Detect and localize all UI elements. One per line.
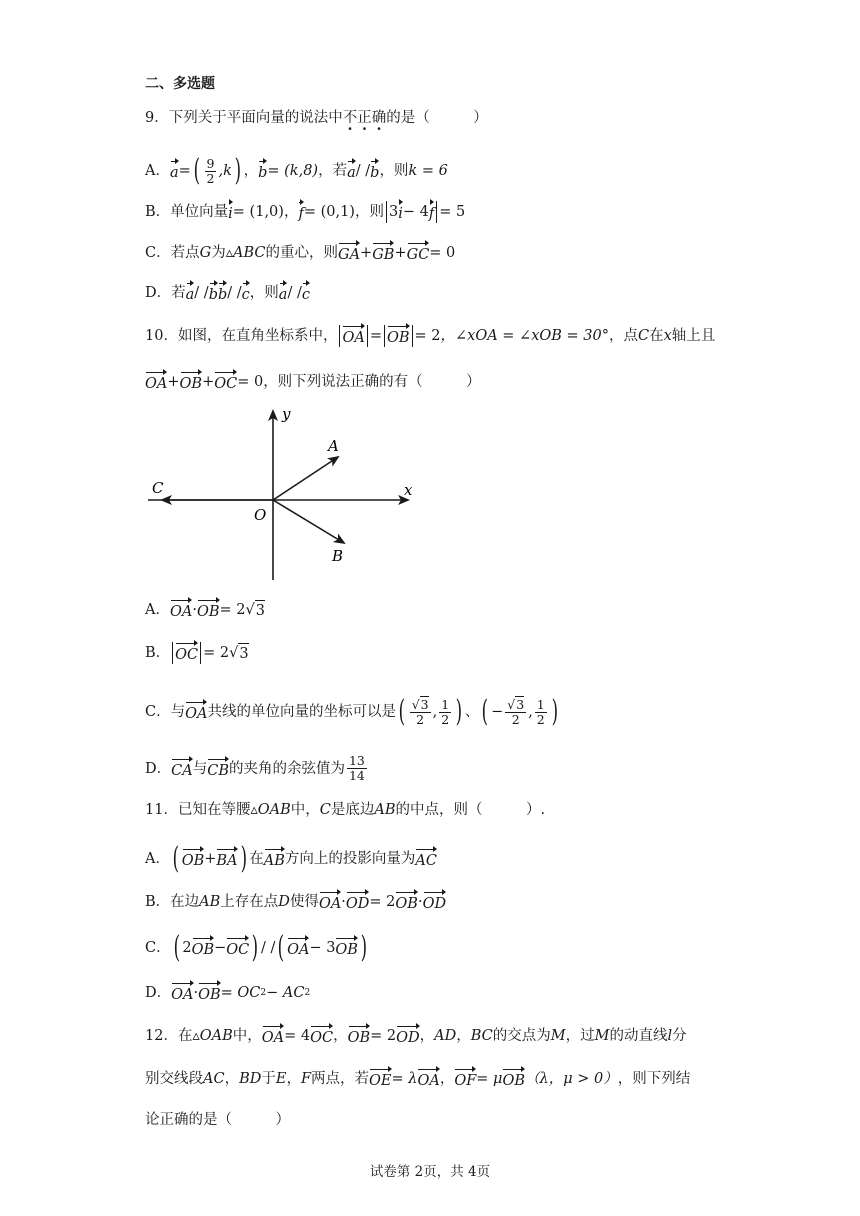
q11-a-text2: 方向上的投影向量为 [284, 851, 416, 867]
q11-stem-text: 11．已知在等腰 [145, 802, 251, 818]
q11-b-dot1: · [341, 894, 346, 910]
q11-c-minus3: − 3 [309, 940, 336, 956]
q10-x: x [663, 328, 672, 344]
q10-c-num2: 1 [441, 696, 450, 712]
q11-c-OC: OC [226, 936, 249, 960]
q10-plus2: + [202, 374, 215, 390]
q10-c-text1: 与 [170, 704, 186, 720]
q10-OC: OC [214, 370, 237, 394]
q10-a-result: = 2 [219, 602, 246, 618]
q11-b-OD2: OD [423, 890, 447, 914]
q9-d-a2: a [279, 281, 288, 305]
q9-a-if: ，若 [318, 163, 348, 179]
q10-OA-2: OA [145, 370, 167, 394]
q11-a-text1: 在 [249, 851, 264, 867]
q10-c-sqrt2: 3 [516, 696, 525, 712]
q12-stem-line2 [145, 1067, 690, 1091]
q10-option-a: A． OA · OB = 2 √ 3 [145, 598, 265, 622]
q11-d-exp2: 2 [304, 988, 311, 998]
a-vector [273, 457, 338, 500]
q9-d-b: b [209, 281, 218, 305]
q12-stem-line1 [145, 1024, 687, 1048]
q9-a-vec-b: b [258, 159, 267, 183]
q10-option-c: C． 与 OA 共线的单位向量的坐标可以是 ( $\frac{√3}{2}$ , $\frac{1}{2}$ ) 、 ( − $\frac{√3}{2}$ , $\frac{1}{2}$ ) [145, 694, 558, 729]
q9-c-plus2: + [394, 245, 407, 261]
q9-c-GB: GB [372, 241, 394, 265]
q12-sep4: ， [224, 1071, 240, 1087]
q11-c-label: C． [145, 940, 171, 956]
q11-d-eq: = OC [220, 985, 261, 1001]
q12-mu: = μ [476, 1071, 503, 1087]
q9-stem [145, 108, 488, 128]
q11-a-BA: BA [216, 847, 237, 871]
q11-option-b [145, 890, 446, 914]
q9-c-G: G [199, 245, 212, 261]
q12-OA2: OA [417, 1067, 439, 1091]
q9-a-frac [205, 157, 217, 186]
q10-angle: ，∠xOA = ∠xOB = 30° [440, 328, 609, 344]
q9-stem-tail: 的是（ ） [386, 110, 488, 126]
q9-c-GA: GA [338, 241, 360, 265]
q10-d-CA: CA [171, 757, 193, 781]
q10-stem4: 轴上且 [671, 328, 716, 344]
q10-b-OC: OC [175, 641, 198, 665]
q9-d-par2: / / [227, 285, 242, 301]
q10-d-label: D． [145, 760, 172, 777]
q9-a-b-val: = (k,8) [267, 163, 319, 179]
q11-c-OA: OA [287, 936, 309, 960]
q9-a-then: ，则 [379, 163, 409, 179]
q9-a-par: / / [355, 163, 371, 179]
q11-stem4: 的中点，则（ ）. [395, 802, 546, 818]
q9-c-GC: GC [407, 241, 430, 265]
q11-d-OA: OA [171, 981, 193, 1005]
q9-b-minus: − 4 [402, 204, 429, 220]
q11-d-minus: − AC [266, 985, 305, 1001]
q11-b-text2: 上存在点 [220, 894, 279, 910]
q10-d-num: 13 [348, 753, 365, 768]
q9-d-c2: c [302, 281, 310, 305]
q9-b-f-val: = (0,1) [303, 204, 355, 220]
q9-d-c: c [242, 281, 250, 305]
q10-c-frac1: $\frac{√3}{2}$ [411, 696, 429, 727]
q12-tri: ▵OAB [192, 1028, 233, 1044]
q11-d-dot: · [193, 985, 199, 1001]
q10-c-frac3: $\frac{√3}{2}$ [507, 696, 525, 727]
q11-tri: ▵OAB [250, 802, 291, 818]
q10-c-frac4 [535, 698, 547, 727]
q10-c-comma2: , [528, 704, 533, 720]
q12-OB: OB [348, 1024, 371, 1048]
q12-stem-line3 [145, 1110, 290, 1130]
q9-option-d [145, 281, 310, 305]
q12-eq2: = 2 [370, 1028, 397, 1044]
q9-d-then: ，则 [249, 285, 279, 301]
q10-c-den2: 2 [441, 711, 450, 727]
q9-d-a: a [186, 281, 195, 305]
q12-line2-3: 两点，若 [311, 1071, 370, 1087]
q11-c-OB2: OB [335, 936, 358, 960]
q10-stem-line1 [145, 324, 715, 348]
q10-stem3: 在 [649, 328, 664, 344]
q10-OA: OA [342, 324, 364, 348]
q10-c-den3: 2 [511, 711, 520, 727]
q11-a-plus: + [204, 851, 217, 867]
q9-a-frac-num: 9 [206, 155, 215, 171]
q10-d-text1: 与 [192, 760, 208, 777]
q12-sep5: ， [286, 1071, 301, 1087]
q12-AC: AC [203, 1071, 225, 1087]
q11-b-label: B． [145, 894, 171, 910]
q12-E: E [275, 1071, 287, 1087]
q12-l: l [667, 1028, 673, 1044]
q11-d-OB: OB [198, 981, 221, 1005]
q11-b-OA: OA [319, 890, 341, 914]
q9-c-plus1: + [360, 245, 373, 261]
q9-d-text1: 若 [171, 285, 186, 301]
q9-b-vec-i2: i [398, 200, 403, 224]
q10-b-sqrt: 3 [238, 643, 248, 664]
fig-label-o: O [254, 506, 267, 524]
q11-d-label: D． [145, 985, 172, 1001]
q12-cond: （λ，μ > 0） [525, 1071, 618, 1087]
q11-b-text3: 使得 [289, 894, 319, 910]
q10-b-result: = 2 [203, 645, 230, 661]
q9-emph-2: 正 · [357, 108, 372, 128]
q9-c-text3: 的重心，则 [265, 245, 338, 261]
q10-c-comma1: , [432, 704, 438, 720]
q12-OF: OF [454, 1067, 476, 1091]
q10-a-OA: OA [170, 598, 192, 622]
q12-BD: BD [239, 1071, 262, 1087]
q10-d-den: 14 [348, 768, 365, 783]
q11-a-OB: OB [182, 847, 205, 871]
q12-OB2: OB [502, 1067, 525, 1091]
q12-OC: OC [310, 1024, 333, 1048]
q12-line2-1: 别交线段 [145, 1071, 203, 1087]
q9-c-zero: = 0 [429, 245, 456, 261]
q12-line3: 论正确的是（ ） [145, 1112, 290, 1128]
q12-stem1: 12．在 [145, 1028, 193, 1044]
q11-b-eq: = 2 [369, 894, 396, 910]
q9-b-vec-f: f [298, 200, 303, 224]
q10-C: C [638, 328, 650, 344]
q12-OD: OD [396, 1024, 420, 1048]
q9-c-text2: 为 [211, 245, 226, 261]
q10-OB: OB [387, 324, 410, 348]
q10-c-sqrt1: 3 [420, 696, 429, 712]
q12-sep2: ， [419, 1028, 435, 1044]
q10-c-num4: 1 [536, 696, 545, 712]
q12-stem4: ，过 [565, 1028, 595, 1044]
q9-option-c [145, 241, 455, 265]
q12-AD: AD [434, 1028, 457, 1044]
q9-a-frac-den: 2 [206, 170, 215, 186]
q9-c-text1: 若点 [170, 245, 200, 261]
fig-label-b: B [332, 547, 344, 565]
q11-stem3: 是底边 [330, 802, 375, 818]
q12-line2-2: 于 [261, 1071, 276, 1087]
fig-label-y: y [282, 405, 291, 423]
q12-M2: M [594, 1028, 610, 1044]
q9-c-label: C． [145, 245, 171, 261]
q11-c-par: / / [260, 940, 276, 956]
q11-option-a: A． ( OB + BA ) 在 AB 方向上的投影向量为 AC [145, 841, 437, 876]
q10-c-OA: OA [185, 700, 207, 724]
q10-a-dot: · [192, 602, 197, 618]
q10-stem2: ，点 [609, 328, 638, 344]
q9-d-par1: / / [194, 285, 209, 301]
q12-line2-4: ，则下列结 [617, 1071, 691, 1087]
q11-b-text1: 在边 [170, 894, 200, 910]
q10-c-text2: 共线的单位向量的坐标可以是 [207, 704, 396, 720]
q9-b-then: ，则 [354, 204, 384, 220]
q9-b-vec-i: i [228, 200, 233, 224]
q10-d-text2: 的夹角的余弦值为 [228, 760, 345, 777]
q11-a-AC: AC [415, 847, 437, 871]
q9-emph-3: 确 · [372, 108, 387, 128]
q9-a-vec-a2: a [347, 159, 356, 183]
q9-a-sep: ， [243, 163, 259, 179]
q10-stem-line2 [145, 370, 481, 394]
q10-c-minus: − [491, 704, 504, 720]
q9-a-label: A． [145, 163, 170, 179]
q12-sep3: ， [456, 1028, 471, 1044]
q12-stem5: 的动直线 [609, 1028, 668, 1044]
q11-AB: AB [374, 802, 396, 818]
q12-F: F [300, 1071, 312, 1087]
section-title: 二、多选题 [145, 76, 215, 92]
q9-b-text1: 单位向量 [170, 204, 229, 220]
q12-M: M [550, 1028, 566, 1044]
q12-sep6: ， [439, 1071, 455, 1087]
q9-d-par3: / / [287, 285, 302, 301]
q10-eq2: = 2 [414, 328, 441, 344]
q11-a-AB: AB [264, 847, 285, 871]
q9-stem-text: 9．下列关于平面向量的说法中 [145, 110, 343, 126]
q11-b-AB: AB [199, 894, 221, 910]
q11-d-exp1: 2 [260, 988, 267, 998]
q11-option-d [145, 981, 310, 1005]
q11-option-c: C． ( 2 OB − OC ) / / ( OA − 3 OB ) [145, 930, 368, 965]
q9-option-a: A． a = ( $\frac{9}{2}$ ,k ) ， b = (k,8) ，若 a / / b ，则 k = 6 [145, 153, 448, 188]
q10-d-CB: CB [207, 757, 229, 781]
q10-a-sqrt: 3 [255, 600, 265, 621]
q10-c-sep: 、 [464, 704, 480, 720]
q10-option-b: B． OC = 2 √ 3 [145, 641, 249, 665]
q12-eq4: = 4 [284, 1028, 311, 1044]
q12-stem6: 分 [672, 1028, 687, 1044]
q12-lam: = λ [391, 1071, 418, 1087]
q9-emph-1: 不 · [343, 108, 358, 128]
q9-b-sep: ， [283, 204, 299, 220]
q10-c-label: C． [145, 704, 171, 720]
q9-a-vec-a: a [170, 159, 179, 183]
q11-c-2: 2 [182, 940, 192, 956]
q12-OA: OA [262, 1024, 284, 1048]
q11-c-minus: − [214, 940, 227, 956]
q9-b-vec-f2: f [429, 200, 434, 224]
page-footer: 试卷第 2页，共 4页 [369, 1164, 491, 1180]
q9-d-label: D． [145, 285, 172, 301]
q9-option-b [145, 200, 465, 224]
fig-label-c: C [152, 479, 164, 497]
q10-d-frac [347, 754, 367, 783]
q10-eq: = [369, 328, 382, 344]
b-vector [273, 500, 344, 543]
q10-coordinate-figure [140, 405, 420, 585]
q12-stem2: 中， [232, 1028, 262, 1044]
q11-b-dot2: · [417, 894, 423, 910]
q9-a-result: k = 6 [408, 163, 448, 179]
q10-option-d [145, 754, 369, 783]
q11-stem2: 中， [290, 802, 320, 818]
q12-OE: OE [369, 1067, 391, 1091]
q11-b-OD: OD [346, 890, 370, 914]
q12-sep1: ， [333, 1028, 348, 1044]
q9-b-i-val: = (1,0) [232, 204, 284, 220]
q10-c-den4: 2 [536, 711, 545, 727]
q11-c-OB: OB [192, 936, 215, 960]
q10-stem1: 10．如图，在直角坐标系中， [145, 328, 338, 344]
fig-label-a: A [328, 437, 339, 455]
q11-C: C [319, 802, 331, 818]
q11-stem [145, 800, 545, 820]
q10-a-label: A． [145, 602, 170, 618]
q10-stem5: ，则下列说法正确的有（ ） [263, 374, 481, 390]
q9-b-label: B． [145, 204, 171, 220]
q9-b-expr1: 3 [388, 204, 399, 220]
fig-label-x: x [404, 481, 413, 499]
q9-a-eq: = [178, 163, 191, 179]
q10-c-den1: 2 [416, 711, 425, 727]
q11-a-label: A． [145, 851, 170, 867]
q10-a-OB: OB [197, 598, 220, 622]
q12-BC: BC [470, 1028, 493, 1044]
q10-zero: = 0 [237, 374, 264, 390]
q9-d-b2: b [218, 281, 227, 305]
q10-OB-2: OB [180, 370, 203, 394]
q10-b-label: B． [145, 645, 171, 661]
q10-c-frac2 [439, 698, 451, 727]
q9-a-vec-b2: b [370, 159, 379, 183]
q10-plus1: + [167, 374, 180, 390]
q12-stem3: 的交点为 [492, 1028, 551, 1044]
q9-b-result: = 5 [439, 204, 466, 220]
q9-c-tri: ▵ABC [225, 245, 266, 261]
q11-b-OB: OB [395, 890, 418, 914]
q9-a-k: ,k [218, 163, 232, 179]
q11-b-D: D [278, 894, 290, 910]
